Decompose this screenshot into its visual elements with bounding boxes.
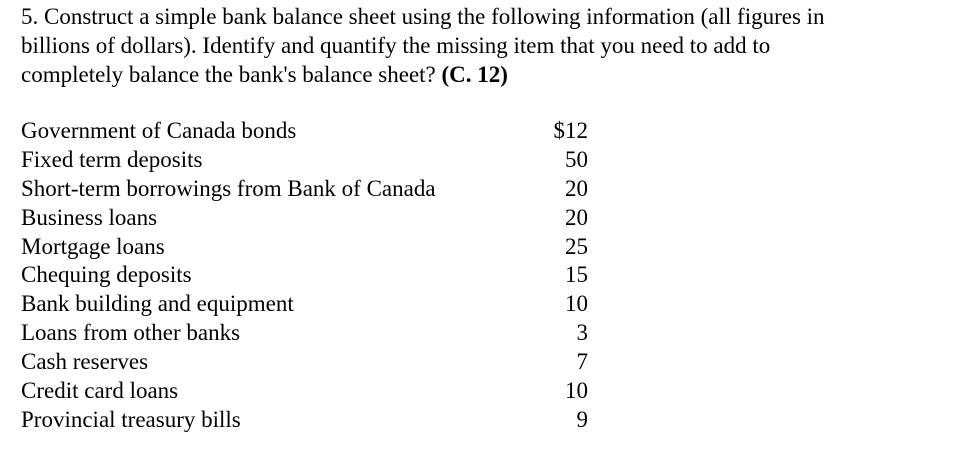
list-item	[21, 175, 601, 204]
item-value: 50	[565, 146, 588, 172]
item-value: 15	[565, 262, 588, 288]
item-value: 25	[565, 233, 588, 259]
question-line-2: billions of dollars). Identify and quantify the missing item that you need to add to	[21, 33, 771, 58]
item-label: Fixed term deposits	[21, 146, 203, 172]
item-value: 20	[565, 204, 588, 230]
question-code: (C. 12)	[441, 62, 508, 87]
question-line-3-text: completely balance the bank's balance sheet?	[21, 62, 442, 87]
question-line-3	[21, 60, 941, 89]
balance-items-list	[21, 117, 601, 435]
item-value: 3	[576, 320, 588, 346]
item-label: Business loans	[21, 204, 158, 230]
item-label: Loans from other banks	[21, 320, 241, 346]
item-label: Bank building and equipment	[21, 291, 294, 317]
item-value: 10	[565, 378, 588, 404]
list-item	[21, 261, 601, 290]
item-label: Provincial treasury bills	[21, 406, 241, 432]
item-value: 10	[565, 291, 588, 317]
list-item	[21, 406, 601, 435]
list-item	[21, 377, 601, 406]
item-label: Mortgage loans	[21, 233, 165, 259]
list-item	[21, 117, 601, 146]
item-value: 9	[576, 406, 588, 432]
list-item	[21, 290, 601, 319]
list-item	[21, 319, 601, 348]
item-label: Credit card loans	[21, 378, 179, 404]
list-item	[21, 204, 601, 233]
item-value: $12	[553, 118, 588, 143]
item-value: 20	[565, 175, 588, 201]
item-label: Chequing deposits	[21, 262, 192, 288]
list-item	[21, 348, 601, 377]
question-line-1: 5. Construct a simple bank balance sheet using the following information (all figures in	[21, 4, 825, 29]
list-item	[21, 146, 601, 175]
item-value: 7	[576, 349, 588, 375]
question-text	[21, 2, 941, 89]
item-label: Government of Canada bonds	[21, 118, 297, 143]
item-label: Short-term borrowings from Bank of Canada	[21, 175, 436, 201]
item-label: Cash reserves	[21, 349, 149, 375]
list-item	[21, 233, 601, 262]
